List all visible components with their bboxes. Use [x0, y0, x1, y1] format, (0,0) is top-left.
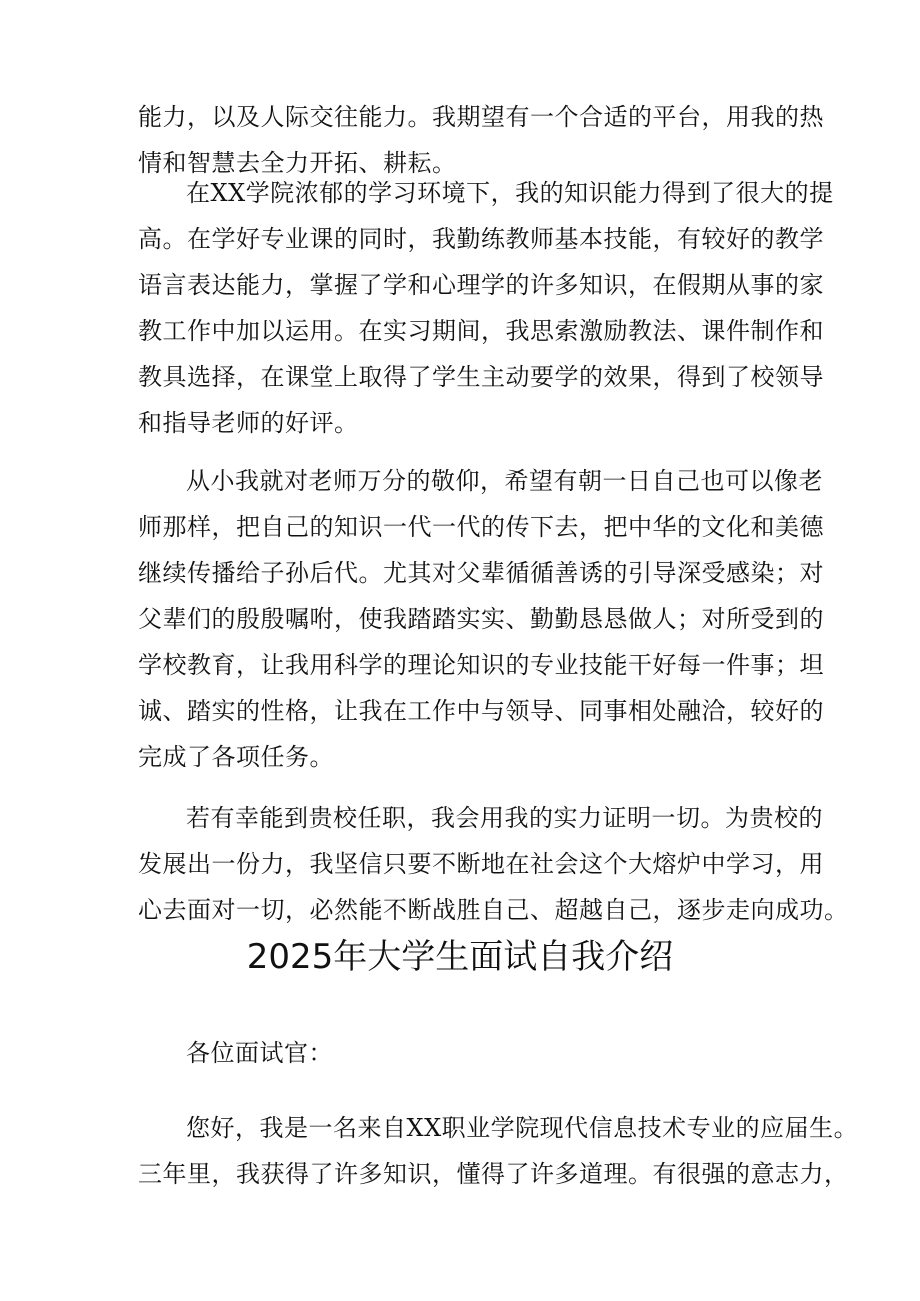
- text-line: 在XX学院浓郁的学习环境下，我的知识能力得到了很大的提: [186, 179, 834, 207]
- paragraph-intro: [138, 1105, 859, 1197]
- text-line: 父辈们的殷殷嘱咐，使我踏踏实实、勤勤恳恳做人；对所受到的: [138, 605, 824, 633]
- section-title: 2025年大学生面试自我介绍: [246, 937, 674, 977]
- text-line: 各位面试官：: [186, 1039, 333, 1067]
- text-line: 情和智慧去全力开拓、耕耘。: [138, 149, 457, 177]
- text-line: 师那样，把自己的知识一代一代的传下去，把中华的文化和美德: [138, 513, 824, 541]
- text-line: 从小我就对老师万分的敬仰，希望有朝一日自己也可以像老: [186, 467, 823, 495]
- text-line: 完成了各项任务。: [138, 743, 334, 771]
- text-line: 三年里，我获得了许多知识，懂得了许多道理。有很强的意志力，: [138, 1160, 849, 1188]
- text-line: 若有幸能到贵校任职，我会用我的实力证明一切。为贵校的: [186, 804, 823, 832]
- text-line: 发展出一份力，我坚信只要不断地在社会这个大熔炉中学习，用: [138, 850, 824, 878]
- text-line: 语言表达能力，掌握了学和心理学的许多知识，在假期从事的家: [138, 271, 824, 299]
- text-line: 心去面对一切，必然能不断战胜自己、超越自己，逐步走向成功。: [138, 896, 849, 924]
- paragraph-closing: [138, 795, 849, 933]
- text-line: 高。在学好专业课的同时，我勤练教师基本技能，有较好的教学: [138, 225, 824, 253]
- text-line: 教具选择，在课堂上取得了学生主动要学的效果，得到了校领导: [138, 363, 824, 391]
- text-line: 能力，以及人际交往能力。我期望有一个合适的平台，用我的热: [138, 103, 824, 131]
- text-line: 教工作中加以运用。在实习期间，我思索激励教法、课件制作和: [138, 317, 824, 345]
- text-line: 和指导老师的好评。: [138, 409, 359, 437]
- text-line: 继续传播给子孙后代。尤其对父辈循循善诱的引导深受感染；对: [138, 559, 824, 587]
- text-line: 您好，我是一名来自XX职业学院现代信息技术专业的应届生。: [186, 1114, 859, 1142]
- text-line: 诚、踏实的性格，让我在工作中与领导、同事相处融洽，较好的: [138, 697, 824, 725]
- paragraph-study: [138, 170, 834, 446]
- paragraph-aspiration: [138, 458, 824, 780]
- text-line: 学校教育，让我用科学的理论知识的专业技能干好每一件事；坦: [138, 651, 824, 679]
- greeting: [138, 1030, 806, 1076]
